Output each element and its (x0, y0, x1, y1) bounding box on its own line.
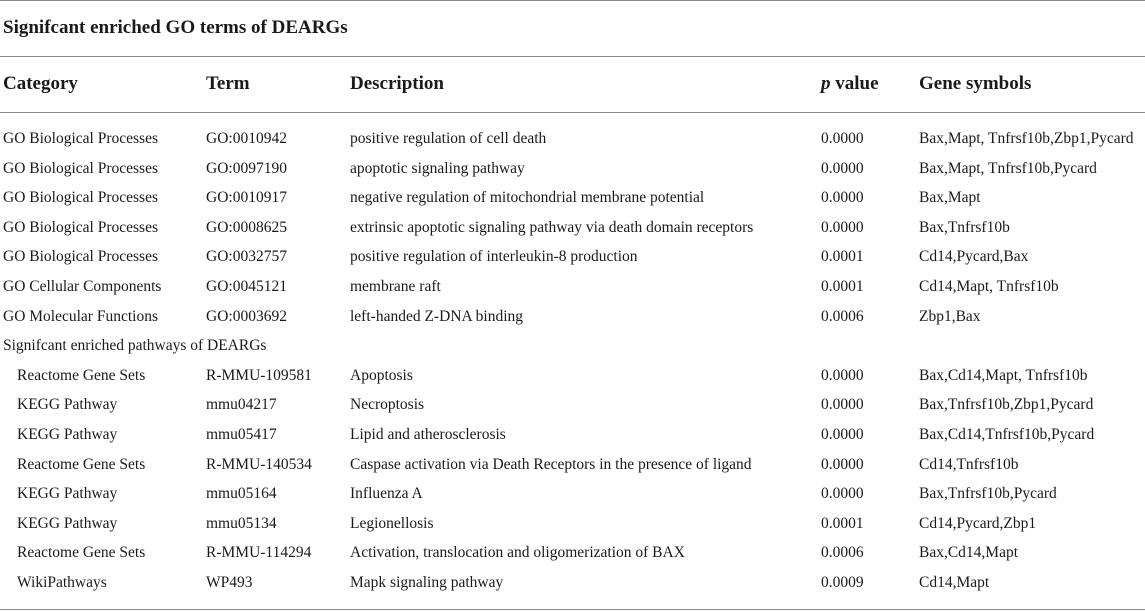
cell-description: membrane raft (350, 277, 441, 295)
cell-description: apoptotic signaling pathway (350, 159, 525, 177)
cell-category: GO Biological Processes (3, 218, 158, 236)
cell-term: R-MMU-109581 (206, 366, 312, 384)
cell-term: GO:0010917 (206, 189, 287, 207)
top-rule (0, 0, 1145, 1)
table-row (0, 570, 1145, 600)
cell-category: KEGG Pathway (17, 514, 118, 532)
cell-category: Reactome Gene Sets (17, 455, 146, 473)
cell-p-value: 0.0000 (821, 425, 864, 443)
cell-term: mmu05164 (206, 485, 277, 503)
cell-category: GO Biological Processes (3, 159, 158, 177)
cell-p-value: 0.0001 (821, 248, 864, 266)
header-description: Description (350, 73, 444, 94)
cell-category: Reactome Gene Sets (17, 544, 146, 562)
table-header (0, 73, 1145, 97)
header-p-label: value (830, 73, 879, 94)
cell-p-value: 0.0000 (821, 130, 864, 147)
cell-p-value: 0.0000 (821, 396, 864, 414)
header-category: Category (3, 73, 78, 94)
cell-p-value: 0.0000 (821, 366, 864, 384)
cell-category: KEGG Pathway (17, 396, 118, 414)
cell-description: Necroptosis (350, 396, 425, 414)
cell-description: Mapk signaling pathway (350, 573, 504, 591)
cell-genes: Cd14,Mapt (919, 573, 990, 591)
header-p-symbol: p (821, 73, 831, 94)
cell-category: GO Cellular Components (3, 277, 162, 295)
cell-genes: Bax,Cd14,Mapt (919, 544, 1019, 562)
cell-p-value: 0.0009 (821, 573, 864, 591)
cell-genes: Bax,Mapt, Tnfrsf10b,Zbp1,Pycard (919, 130, 1134, 147)
cell-term: mmu05417 (206, 425, 277, 443)
cell-genes: Bax,Tnfrsf10b (919, 218, 1010, 236)
cell-p-value: 0.0000 (821, 159, 864, 177)
cell-genes: Bax,Mapt (919, 189, 981, 207)
cell-p-value: 0.0000 (821, 189, 864, 207)
cell-category: WikiPathways (17, 573, 107, 591)
cell-term: GO:0045121 (206, 277, 287, 295)
table-row (0, 392, 1145, 422)
table-row (0, 215, 1145, 245)
cell-term: GO:0003692 (206, 307, 287, 325)
section-row (0, 333, 1145, 363)
cell-genes: Cd14,Pycard,Bax (919, 248, 1029, 266)
cell-description: Activation, translocation and oligomerization of BAX (350, 544, 685, 562)
cell-description: extrinsic apoptotic signaling pathway via death domain receptors (350, 218, 754, 236)
bottom-rule (0, 609, 1145, 610)
cell-p-value: 0.0000 (821, 485, 864, 503)
table-row (0, 185, 1145, 215)
table-row (0, 244, 1145, 274)
cell-description: positive regulation of interleukin-8 production (350, 248, 638, 266)
table-row (0, 452, 1145, 482)
cell-genes: Cd14,Tnfrsf10b (919, 455, 1019, 473)
cell-genes: Zbp1,Bax (919, 307, 981, 325)
cell-category: GO Molecular Functions (3, 307, 158, 325)
cell-category: GO Biological Processes (3, 189, 158, 207)
cell-term: WP493 (206, 573, 253, 591)
cell-category: GO Biological Processes (3, 248, 158, 266)
cell-category: GO Biological Processes (3, 130, 158, 147)
cell-p-value: 0.0006 (821, 307, 864, 325)
cell-category: KEGG Pathway (17, 425, 118, 443)
cell-description: Apoptosis (350, 366, 413, 384)
table-row (0, 511, 1145, 541)
cell-description: Lipid and atherosclerosis (350, 425, 506, 443)
table-row (0, 126, 1145, 156)
cell-category: Reactome Gene Sets (17, 366, 146, 384)
cell-genes: Cd14,Pycard,Zbp1 (919, 514, 1037, 532)
cell-description: left-handed Z-DNA binding (350, 307, 524, 325)
header-rule (0, 112, 1145, 113)
table-row (0, 156, 1145, 186)
cell-p-value: 0.0006 (821, 544, 864, 562)
cell-term: GO:0097190 (206, 159, 287, 177)
cell-description: negative regulation of mitochondrial membrane potential (350, 189, 705, 207)
cell-term: GO:0008625 (206, 218, 287, 236)
cell-term: R-MMU-140534 (206, 455, 312, 473)
cell-term: mmu04217 (206, 396, 277, 414)
cell-term: GO:0010942 (206, 130, 287, 147)
header-term: Term (206, 73, 250, 94)
header-gene-symbols: Gene symbols (919, 73, 1032, 94)
cell-p-value: 0.0000 (821, 455, 864, 473)
table-row (0, 304, 1145, 334)
cell-category: KEGG Pathway (17, 485, 118, 503)
cell-term: mmu05134 (206, 514, 277, 532)
cell-description: positive regulation of cell death (350, 130, 547, 147)
cell-description: Influenza A (350, 485, 423, 503)
header-p-value (821, 73, 879, 95)
cell-p-value: 0.0000 (821, 218, 864, 236)
table-row (0, 422, 1145, 452)
table-row (0, 363, 1145, 393)
table-title: Signifcant enriched GO terms of DEARGs (3, 17, 348, 38)
cell-term: R-MMU-114294 (206, 544, 312, 562)
cell-p-value: 0.0001 (821, 514, 864, 532)
pathway-section-label: Signifcant enriched pathways of DEARGs (3, 337, 267, 355)
title-rule (0, 56, 1145, 57)
table-row (0, 274, 1145, 304)
cell-description: Legionellosis (350, 514, 434, 532)
cell-genes: Bax,Cd14,Mapt, Tnfrsf10b (919, 366, 1088, 384)
cell-genes: Bax,Tnfrsf10b,Zbp1,Pycard (919, 396, 1094, 414)
cell-genes: Bax,Mapt, Tnfrsf10b,Pycard (919, 159, 1097, 177)
table-row (0, 540, 1145, 570)
cell-p-value: 0.0001 (821, 277, 864, 295)
table-row (0, 481, 1145, 511)
cell-genes: Cd14,Mapt, Tnfrsf10b (919, 277, 1059, 295)
cell-term: GO:0032757 (206, 248, 287, 266)
cell-genes: Bax,Cd14,Tnfrsf10b,Pycard (919, 425, 1095, 443)
cell-genes: Bax,Tnfrsf10b,Pycard (919, 485, 1057, 503)
cell-description: Caspase activation via Death Receptors in the presence of ligand (350, 455, 752, 473)
table-body (0, 126, 1145, 600)
